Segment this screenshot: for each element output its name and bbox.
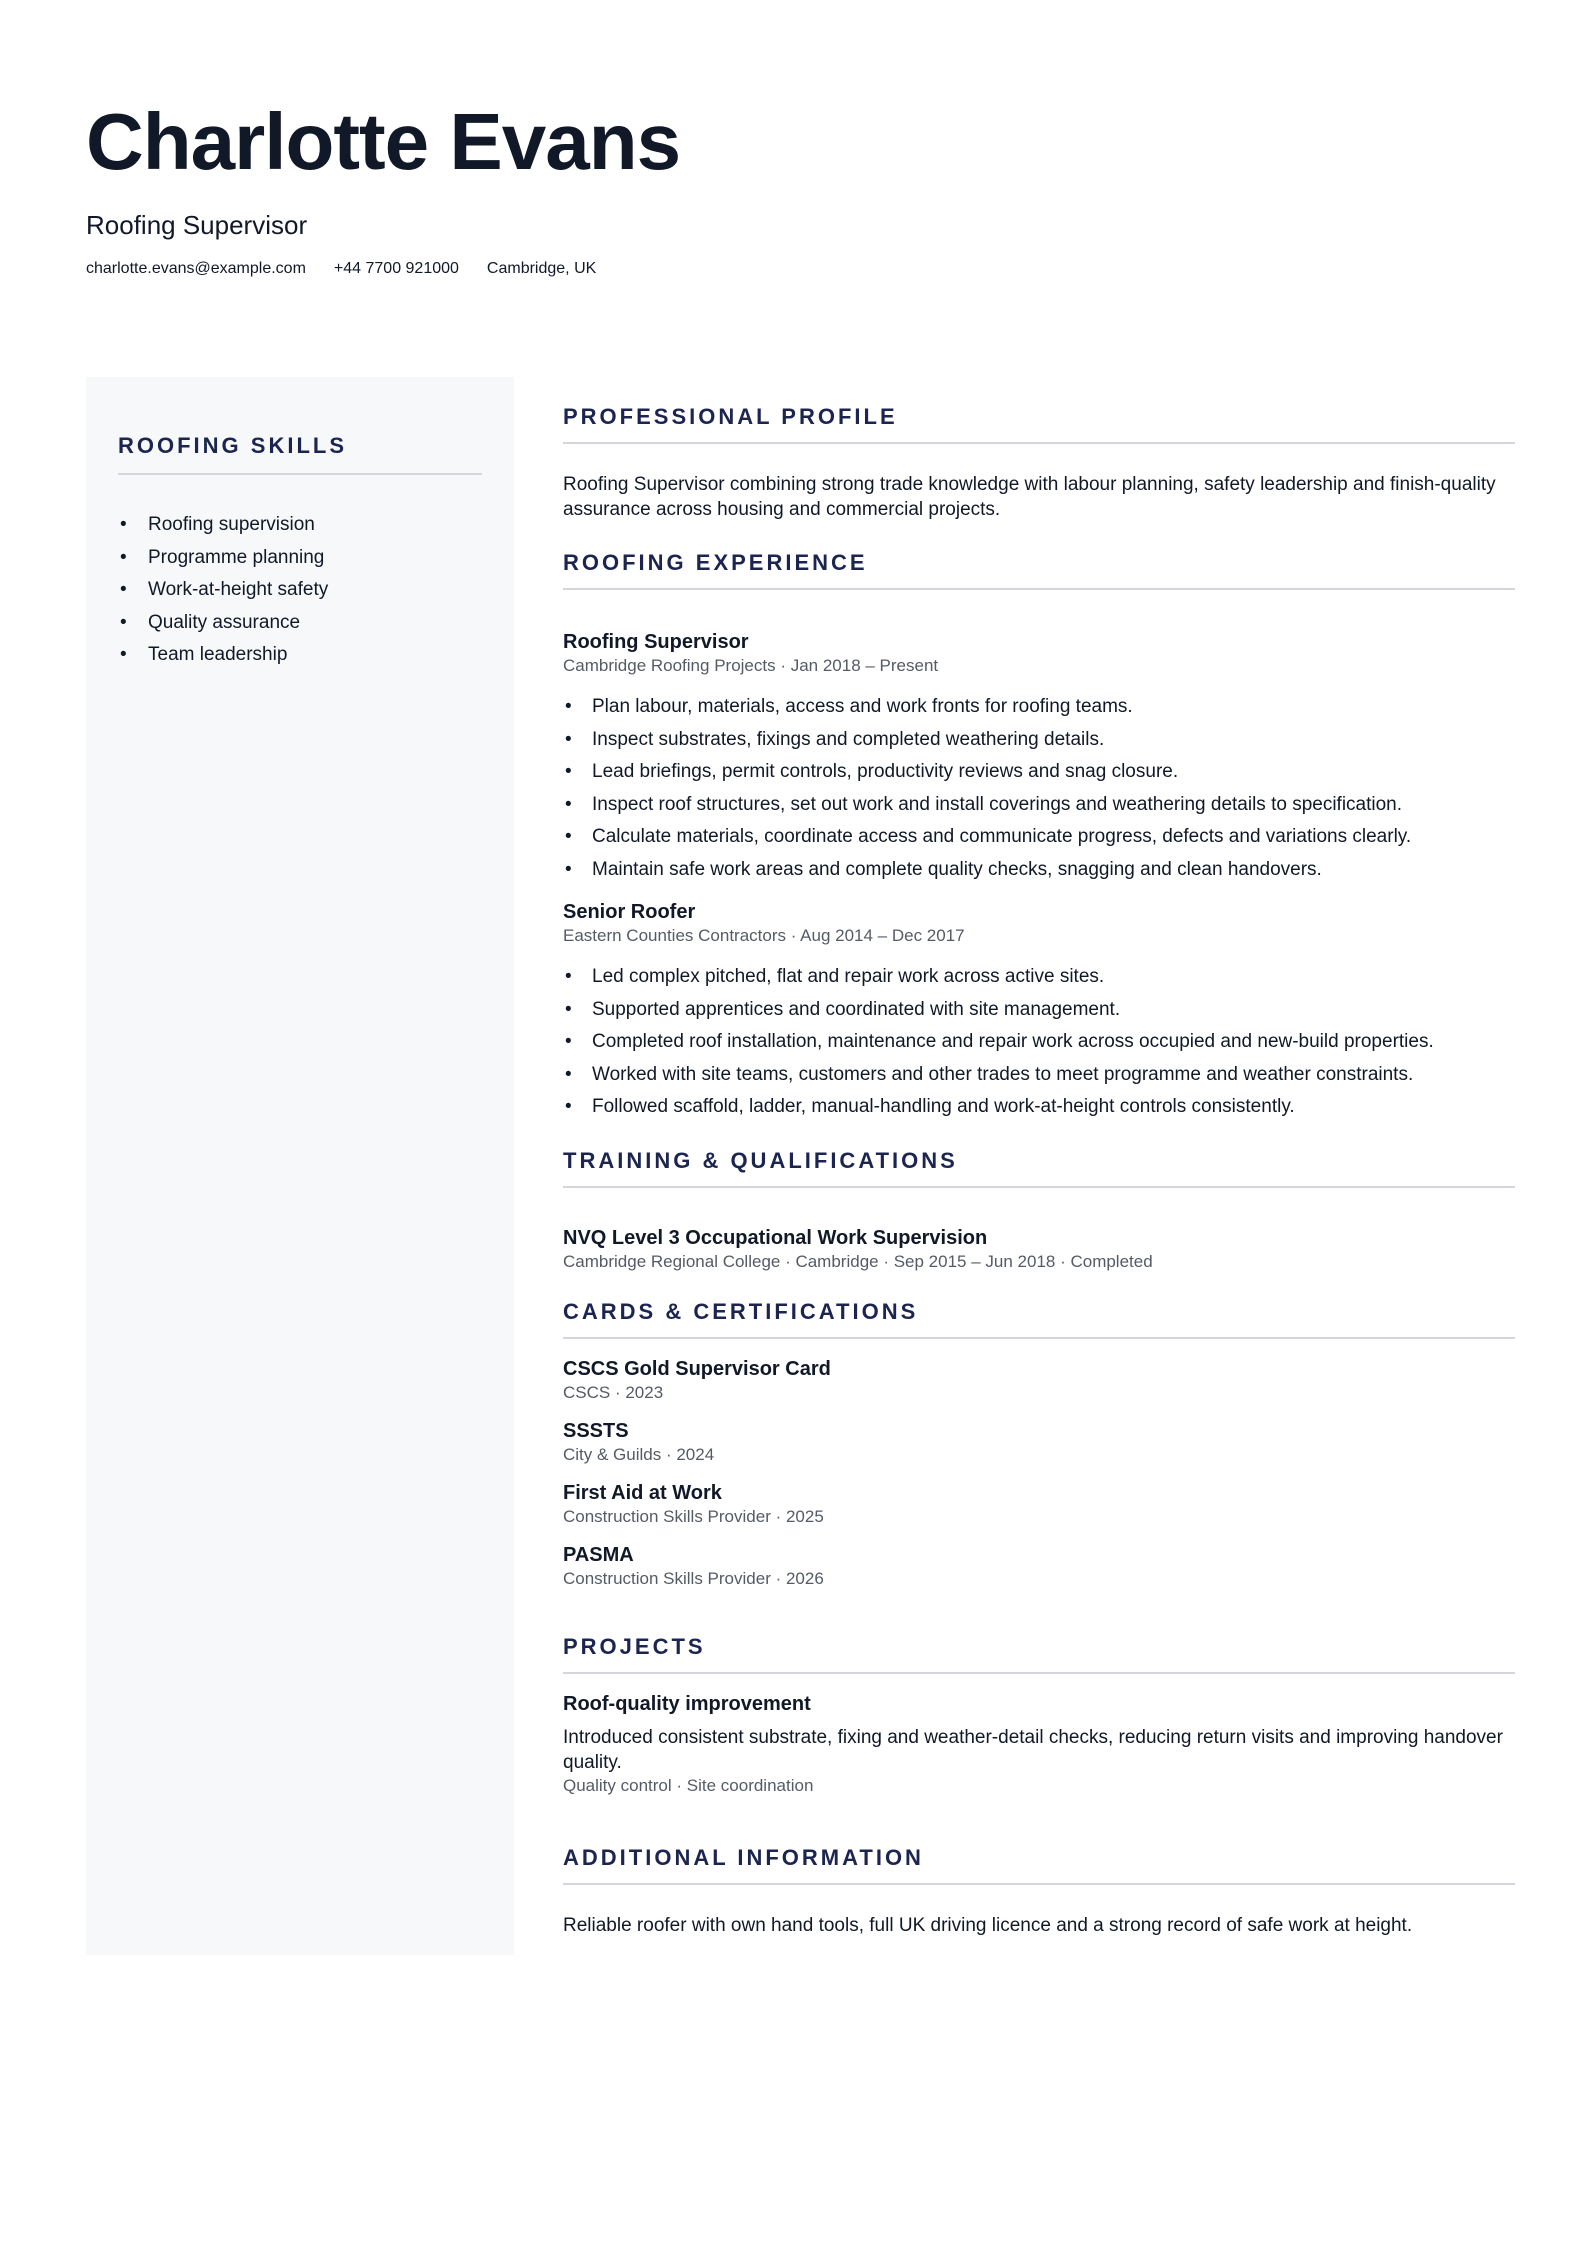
section-divider	[563, 1672, 1515, 1674]
additional-heading: ADDITIONAL INFORMATION	[563, 1844, 924, 1870]
experience-section	[563, 546, 1515, 1124]
section-divider	[563, 1186, 1515, 1188]
certification-name: SSSTS	[563, 1419, 629, 1442]
skill-item: • Quality assurance	[118, 607, 482, 640]
job-bullet: • Plan labour, materials, access and work fronts for roofing teams.	[563, 691, 1515, 724]
profile-text: Roofing Supervisor combining strong trade knowledge with labour planning, safety leadership and finish-quality assurance across housing and commercial projects.	[563, 474, 1496, 520]
project-name: Roof-quality improvement	[563, 1692, 811, 1715]
certifications-heading: CARDS & CERTIFICATIONS	[563, 1298, 919, 1324]
experience-heading: ROOFING EXPERIENCE	[563, 550, 868, 575]
job-bullet: • Supported apprentices and coordinated with site management.	[563, 994, 1515, 1027]
certification-entry	[563, 1543, 1515, 1590]
job-bullets	[563, 691, 1515, 886]
job-entry	[563, 630, 1515, 886]
training-entry	[563, 1226, 1515, 1273]
project-tags: Quality control · Site coordination	[563, 1775, 814, 1795]
additional-text: Reliable roofer with own hand tools, full UK driving licence and a strong record of safe work at height.	[563, 1914, 1413, 1936]
skill-item: • Roofing supervision	[118, 509, 482, 542]
project-entry	[563, 1692, 1515, 1797]
certification-meta: CSCS · 2023	[563, 1382, 664, 1402]
contact-location: Cambridge, UK	[486, 260, 597, 277]
certification-meta: Construction Skills Provider · 2025	[563, 1506, 824, 1526]
contact-line	[86, 260, 1506, 278]
profile-heading: PROFESSIONAL PROFILE	[563, 404, 898, 429]
certification-name: PASMA	[563, 1543, 634, 1566]
qualification-name: NVQ Level 3 Occupational Work Supervision	[563, 1226, 988, 1249]
job-bullet: • Lead briefings, permit controls, productivity reviews and snag closure.	[563, 756, 1515, 789]
skills-sidebar	[86, 377, 514, 1955]
candidate-role: Roofing Supervisor	[86, 210, 308, 240]
job-meta: Eastern Counties Contractors · Aug 2014 – Dec 2017	[563, 926, 965, 945]
job-bullet: • Completed roof installation, maintenance and repair work across occupied and new-build properties.	[563, 1026, 1515, 1059]
skill-item: • Team leadership	[118, 639, 482, 672]
certifications-section	[563, 1295, 1515, 1590]
job-bullet: • Maintain safe work areas and complete quality checks, snagging and clean handovers.	[563, 854, 1515, 887]
contact-email[interactable]: charlotte.evans@example.com	[86, 260, 306, 277]
job-title: Senior Roofer	[563, 901, 696, 923]
job-bullet: • Inspect substrates, fixings and completed weathering details.	[563, 724, 1515, 757]
skill-item: • Work-at-height safety	[118, 574, 482, 607]
contact-phone[interactable]: +44 7700 921000	[333, 260, 459, 277]
job-bullets	[563, 961, 1515, 1124]
candidate-name: Charlotte Evans	[86, 97, 681, 186]
job-bullet: • Followed scaffold, ladder, manual-handling and work-at-height controls consistently.	[563, 1091, 1515, 1124]
section-divider	[563, 442, 1515, 444]
job-entry	[563, 900, 1515, 1124]
certification-meta: City & Guilds · 2024	[563, 1444, 715, 1464]
job-bullet: • Calculate materials, coordinate access and communicate progress, defects and variations clearly.	[563, 821, 1515, 854]
certification-entry	[563, 1357, 1515, 1404]
training-heading: TRAINING & QUALIFICATIONS	[563, 1147, 958, 1173]
section-divider	[563, 1883, 1515, 1885]
additional-section	[563, 1841, 1515, 1938]
job-bullet: • Worked with site teams, customers and other trades to meet programme and weather constraints.	[563, 1059, 1515, 1092]
skills-list	[118, 509, 482, 672]
job-meta: Cambridge Roofing Projects · Jan 2018 – Present	[563, 656, 939, 675]
certification-entry	[563, 1481, 1515, 1528]
projects-section	[563, 1630, 1515, 1797]
skill-item: • Programme planning	[118, 542, 482, 575]
section-divider	[563, 1337, 1515, 1339]
certification-name: First Aid at Work	[563, 1481, 722, 1504]
skills-heading: ROOFING SKILLS	[118, 433, 347, 458]
certification-entry	[563, 1419, 1515, 1466]
job-title: Roofing Supervisor	[563, 631, 749, 653]
job-bullet: • Inspect roof structures, set out work and install coverings and weathering details to specification.	[563, 789, 1515, 822]
section-divider	[563, 588, 1515, 590]
qualification-meta: Cambridge Regional College · Cambridge · Sep 2015 – Jun 2018 · Completed	[563, 1251, 1153, 1271]
project-description: Introduced consistent substrate, fixing and weather-detail checks, reducing return visits and improving handover quality.	[563, 1726, 1503, 1773]
job-bullet: • Led complex pitched, flat and repair work across active sites.	[563, 961, 1515, 994]
projects-heading: PROJECTS	[563, 1633, 706, 1659]
certification-meta: Construction Skills Provider · 2026	[563, 1568, 824, 1588]
resume-header	[86, 92, 1506, 278]
training-section	[563, 1144, 1515, 1273]
skills-divider	[118, 473, 482, 475]
profile-section	[563, 400, 1515, 522]
certification-name: CSCS Gold Supervisor Card	[563, 1357, 831, 1380]
main-column	[563, 400, 1515, 1938]
